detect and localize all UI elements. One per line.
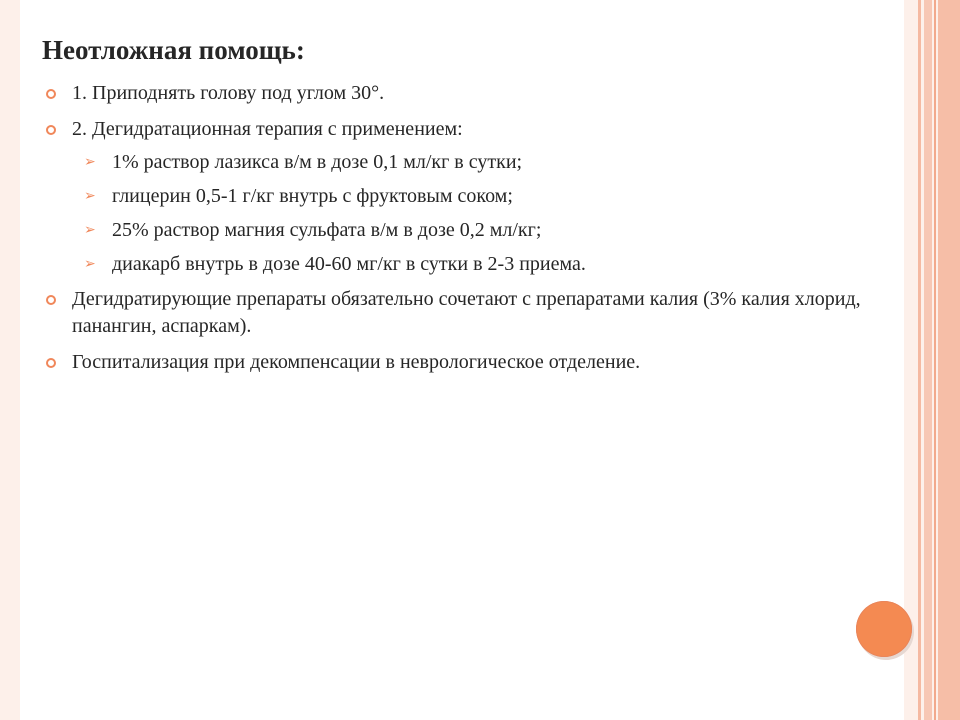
arrow-bullet-icon: ➢ (84, 154, 96, 171)
sub-list-item (72, 149, 902, 175)
sub-list-item-text: 1% раствор лазикса в/м в дозе 0,1 мл/кг в сутки; (112, 151, 523, 174)
sub-list (72, 149, 902, 277)
sub-list-item-text: глицерин 0,5-1 г/кг внутрь с фруктовым соком; (112, 185, 513, 208)
list-item (42, 286, 902, 340)
arrow-bullet-icon: ➢ (84, 256, 96, 273)
sub-list-item (72, 183, 902, 209)
ring-bullet-icon (46, 358, 56, 368)
list-item (42, 349, 902, 376)
left-frame-band (0, 0, 20, 720)
slide-content (42, 34, 902, 385)
list-item-text: 1. Приподнять голову под углом 30°. (72, 82, 385, 105)
right-stripe-4 (938, 0, 960, 720)
ring-bullet-icon (46, 89, 56, 99)
list-item-text: Дегидратирующие препараты обязательно сочетают с препаратами калия (3% калия хлорид, панангин, аспаркам). (72, 288, 861, 338)
bullet-list (42, 80, 902, 376)
right-stripe-1 (918, 0, 921, 720)
list-item-text: Госпитализация при декомпенсации в неврологическое отделение. (72, 351, 641, 374)
list-item (42, 116, 902, 277)
orange-circle-icon (856, 601, 912, 657)
slide-title: Неотложная помощь: (42, 35, 305, 65)
sub-list-item (72, 217, 902, 243)
list-item-text: 2. Дегидратационная терапия с применением: (72, 118, 463, 141)
sub-list-item-text: 25% раствор магния сульфата в/м в дозе 0,2 мл/кг; (112, 219, 542, 242)
right-stripe-2 (924, 0, 932, 720)
right-stripe-3 (934, 0, 936, 720)
sub-list-item (72, 251, 902, 277)
arrow-bullet-icon: ➢ (84, 188, 96, 205)
ring-bullet-icon (46, 295, 56, 305)
list-item (42, 80, 902, 107)
arrow-bullet-icon: ➢ (84, 222, 96, 239)
sub-list-item-text: диакарб внутрь в дозе 40-60 мг/кг в сутки в 2-3 приема. (112, 253, 586, 276)
ring-bullet-icon (46, 125, 56, 135)
